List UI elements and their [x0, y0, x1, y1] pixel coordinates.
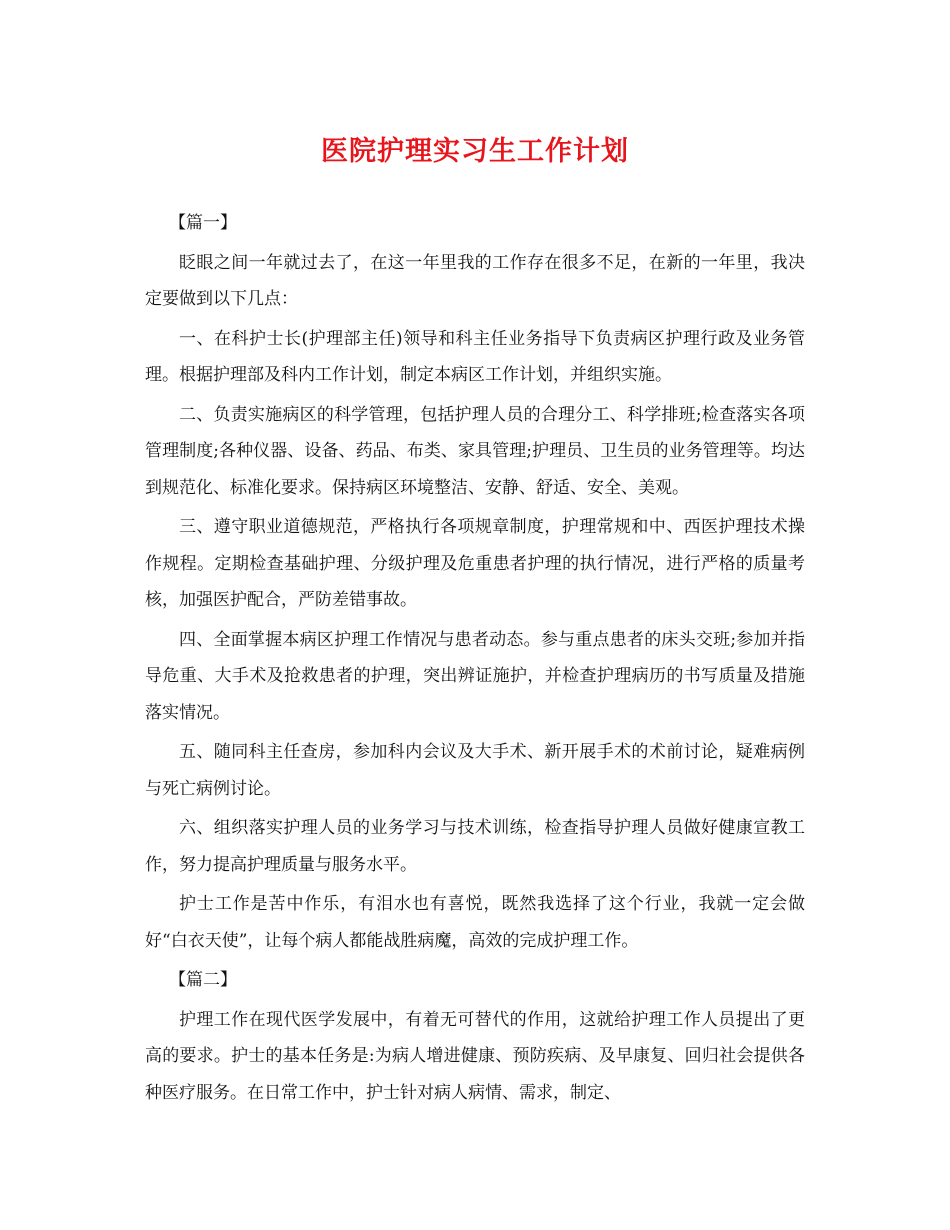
- document-body: [145, 205, 805, 1114]
- section-heading: 【篇一】: [169, 213, 237, 233]
- paragraph: 二、负责实施病区的科学管理，包括护理人员的合理分工、科学排班;检查落实各项管理制度;各种仪器、设备、药品、布类、家具管理;护理员、卫生员的业务管理等。均达到规范化、标准化要求。保持病区环境整洁、安静、舒适、安全、美观。: [145, 404, 805, 498]
- paragraph: 眨眼之间一年就过去了，在这一年里我的工作存在很多不足，在新的一年里，我决定要做到以下几点：: [145, 252, 805, 309]
- paragraph: 三、遵守职业道德规范，严格执行各项规章制度，护理常规和中、西医护理技术操作规程。定期检查基础护理、分级护理及危重患者护理的执行情况，进行严格的质量考核，加强医护配合，严防差错事故。: [145, 517, 805, 610]
- paragraph: 四、全面掌握本病区护理工作情况与患者动态。参与重点患者的床头交班;参加并指导危重、大手术及抢救患者的护理，突出辨证施护，并检查护理病历的书写质量及措施落实情况。: [145, 629, 805, 723]
- paragraph: 一、在科护士长(护理部主任)领导和科主任业务指导下负责病区护理行政及业务管理。根据护理部及科内工作计划，制定本病区工作计划，并组织实施。: [145, 328, 805, 385]
- document-title: 医院护理实习生工作计划: [321, 136, 629, 167]
- paragraph: 五、随同科主任查房，参加科内会议及大手术、新开展手术的术前讨论，疑难病例与死亡病例讨论。: [145, 742, 805, 799]
- paragraph: 护理工作在现代医学发展中，有着无可替代的作用，这就给护理工作人员提出了更高的要求。护士的基本任务是:为病人增进健康、预防疾病、及早康复、回归社会提供各种医疗服务。在日常工作中，护士针对病人病情、需求，制定、: [145, 1009, 805, 1103]
- section-heading: 【篇二】: [169, 970, 237, 990]
- paragraph: 六、组织落实护理人员的业务学习与技术训练，检查指导护理人员做好健康宣教工作，努力提高护理质量与服务水平。: [145, 818, 805, 875]
- paragraph: 护士工作是苦中作乐，有泪水也有喜悦，既然我选择了这个行业，我就一定会做好“白衣天使”，让每个病人都能战胜病魔，高效的完成护理工作。: [145, 894, 805, 951]
